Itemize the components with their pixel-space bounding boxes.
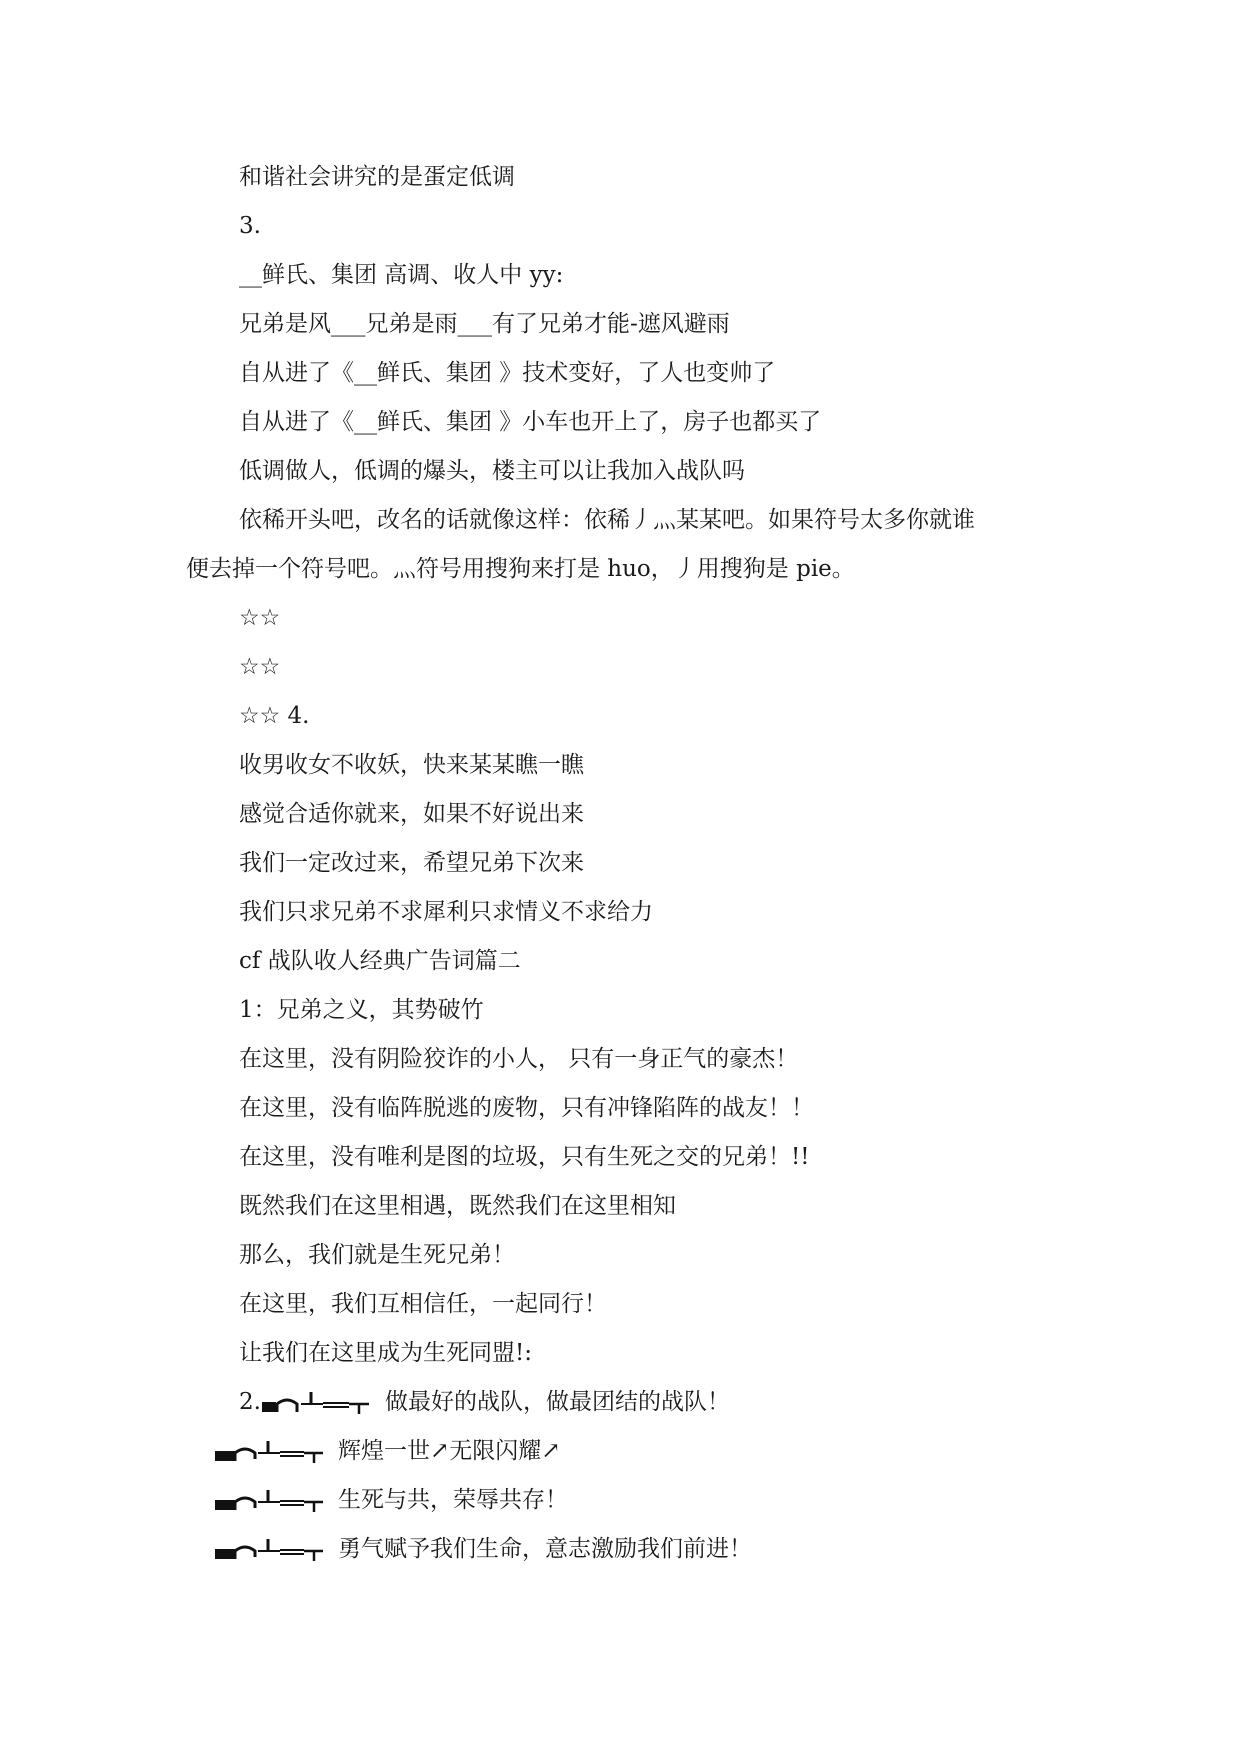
section-number: 3. — [239, 213, 261, 239]
line-text: 做最好的战队，做最团结的战队！ — [384, 1389, 730, 1415]
line-text: 辉煌一世↗无限闪耀↗ — [338, 1438, 561, 1464]
symbol-decoration-icon — [214, 1432, 324, 1481]
decorated-line — [186, 1427, 1056, 1476]
star-decoration: ☆☆ — [239, 605, 281, 631]
text-line: 1：兄弟之义，其势破竹 — [239, 997, 484, 1023]
text-line: 在这里，没有临阵脱逃的废物，只有冲锋陷阵的战友！！ — [239, 1095, 814, 1121]
text-line: 在这里，没有阴险狡诈的小人， 只有一身正气的豪杰！ — [239, 1046, 799, 1072]
line-text: 生死与共，荣辱共存！ — [338, 1487, 568, 1513]
text-line: 自从进了《__鲜氏、集团 》技术变好，了人也变帅了 — [239, 360, 776, 386]
decorated-line — [186, 1476, 1056, 1525]
text-line: 低调做人，低调的爆头，楼主可以让我加入战队吗 — [239, 458, 745, 484]
list-number: 2. — [239, 1389, 261, 1415]
symbol-decoration-icon — [261, 1383, 371, 1432]
text-line: 依稀开头吧，改名的话就像这样：依稀丿灬某某吧。如果符号太多你就谁 — [239, 507, 975, 533]
decorated-line — [186, 1378, 1056, 1427]
text-line: 我们只求兄弟不求犀利只求情义不求给力 — [239, 899, 653, 925]
text-line: __鲜氏、集团 高调、收人中 yy: — [239, 262, 564, 288]
text-line: 既然我们在这里相遇，既然我们在这里相知 — [239, 1193, 676, 1219]
text-line: 和谐社会讲究的是蛋定低调 — [239, 164, 515, 190]
text-line-continuation: 便去掉一个符号吧。灬符号用搜狗来打是 huo，丿用搜狗是 pie。 — [186, 556, 855, 582]
text-line: 收男收女不收妖，快来某某瞧一瞧 — [239, 752, 584, 778]
text-line: 兄弟是风___兄弟是雨___有了兄弟才能-遮风避雨 — [239, 311, 730, 337]
line-text: 勇气赋予我们生命，意志激励我们前进！ — [338, 1536, 752, 1562]
star-decoration: ☆☆ — [239, 654, 281, 680]
section-number: ☆☆ 4. — [239, 703, 310, 729]
text-line: 我们一定改过来，希望兄弟下次来 — [239, 850, 584, 876]
decorated-line — [186, 1525, 1056, 1574]
text-line: 感觉合适你就来，如果不好说出来 — [239, 801, 584, 827]
symbol-decoration-icon — [214, 1481, 324, 1530]
section-heading: cf 战队收人经典广告词篇二 — [239, 948, 521, 974]
text-line: 在这里，我们互相信任，一起同行！ — [239, 1291, 607, 1317]
document-body — [186, 153, 1056, 1574]
symbol-decoration-icon — [214, 1530, 324, 1579]
text-line: 让我们在这里成为生死同盟!: — [239, 1340, 532, 1366]
text-line: 那么，我们就是生死兄弟！ — [239, 1242, 515, 1268]
text-line: 在这里，没有唯利是图的垃圾，只有生死之交的兄弟！!! — [239, 1144, 810, 1170]
text-line: 自从进了《__鲜氏、集团 》小车也开上了，房子也都买了 — [239, 409, 822, 435]
